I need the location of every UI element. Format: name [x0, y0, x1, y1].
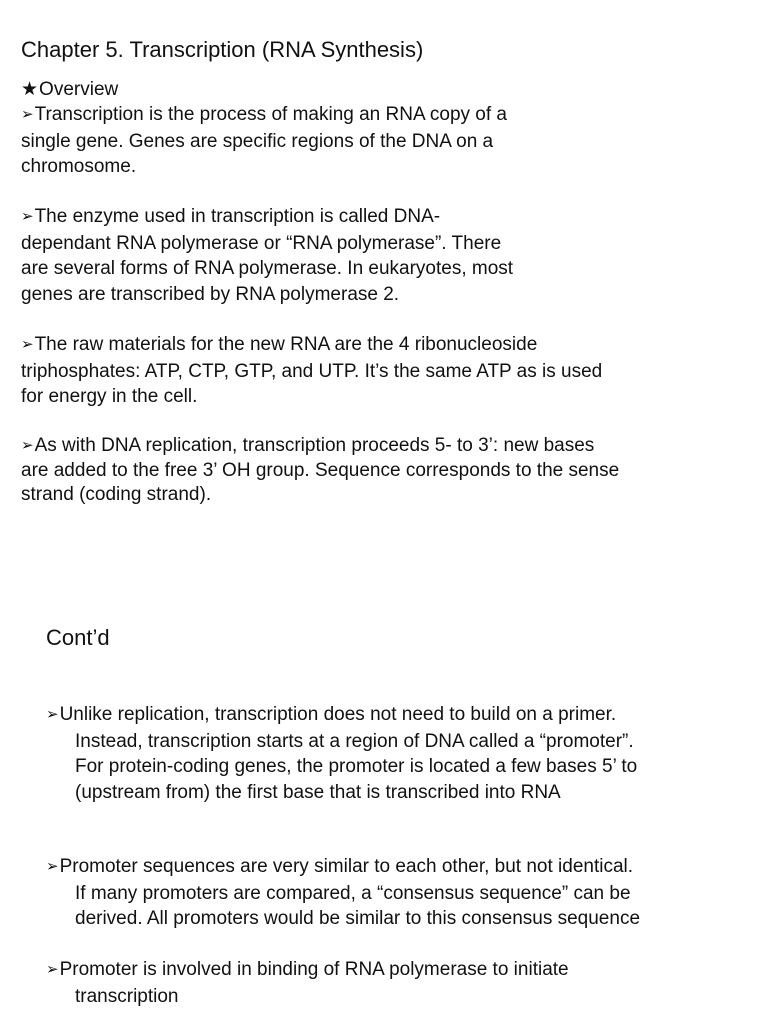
slide-title-contd: Cont’d — [46, 625, 110, 650]
paragraph-line: Transcription is the process of making an RNA copy of a — [34, 104, 507, 125]
paragraph-line: (upstream from) the first base that is transcribed into RNA — [75, 781, 561, 803]
paragraph-line: single gene. Genes are specific regions of the DNA on a — [21, 130, 494, 152]
paragraph-line: triphosphates: ATP, CTP, GTP, and UTP. It’s the same ATP as is used — [21, 360, 603, 382]
chapter-title: Chapter 5. Transcription (RNA Synthesis) — [21, 37, 424, 62]
paragraph-line: chromosome. — [21, 156, 137, 177]
paragraph-line: derived. All promoters would be similar to this consensus sequence — [75, 908, 641, 929]
paragraph-line: The raw materials for the new RNA are the 4 ribonucleoside — [34, 334, 538, 355]
bullet-paragraph-promoter-start — [46, 702, 637, 805]
bullet-paragraph-direction — [21, 434, 619, 507]
paragraph-line: Instead, transcription starts at a region of DNA called a “promoter”. — [75, 730, 634, 752]
overview-heading — [21, 77, 118, 102]
paragraph-line: Promoter sequences are very similar to each other, but not identical. — [59, 856, 634, 877]
paragraph-line: If many promoters are compared, a “consensus sequence” can be — [75, 882, 631, 904]
paragraph-line: strand (coding strand). — [21, 484, 212, 505]
arrow-bullet-icon: ➢ — [21, 336, 34, 353]
paragraph-line: As with DNA replication, transcription proceeds 5- to 3’: new bases — [34, 435, 595, 456]
slide-continued — [0, 520, 768, 1024]
arrow-bullet-icon: ➢ — [46, 961, 59, 978]
bullet-paragraph-transcription-definition — [21, 102, 507, 180]
paragraph-line: dependant RNA polymerase or “RNA polymerase”. There — [21, 232, 502, 254]
overview-label: Overview — [39, 79, 119, 100]
arrow-bullet-icon: ➢ — [21, 106, 34, 123]
paragraph-line: are several forms of RNA polymerase. In eukaryotes, most — [21, 258, 514, 279]
bullet-paragraph-binding — [46, 957, 569, 1009]
arrow-bullet-icon: ➢ — [21, 437, 34, 454]
arrow-bullet-icon: ➢ — [46, 706, 59, 723]
paragraph-line: are added to the free 3’ OH group. Sequence corresponds to the sense — [21, 460, 620, 481]
star-icon: ★ — [21, 79, 39, 100]
paragraph-line: Unlike replication, transcription does not need to build on a primer. — [59, 704, 617, 725]
bullet-paragraph-consensus — [46, 854, 640, 932]
paragraph-line: For protein-coding genes, the promoter is located a few bases 5’ to — [75, 756, 638, 777]
paragraph-line: Promoter is involved in binding of RNA polymerase to initiate — [59, 959, 569, 980]
paragraph-line: The enzyme used in transcription is called DNA- — [34, 206, 441, 227]
arrow-bullet-icon: ➢ — [21, 208, 34, 225]
paragraph-line: for energy in the cell. — [21, 386, 198, 407]
arrow-bullet-icon: ➢ — [46, 858, 59, 875]
paragraph-line: genes are transcribed by RNA polymerase 2. — [21, 283, 400, 305]
bullet-paragraph-raw-materials — [21, 332, 602, 410]
paragraph-line: transcription — [75, 985, 179, 1007]
bullet-paragraph-enzyme — [21, 204, 513, 307]
